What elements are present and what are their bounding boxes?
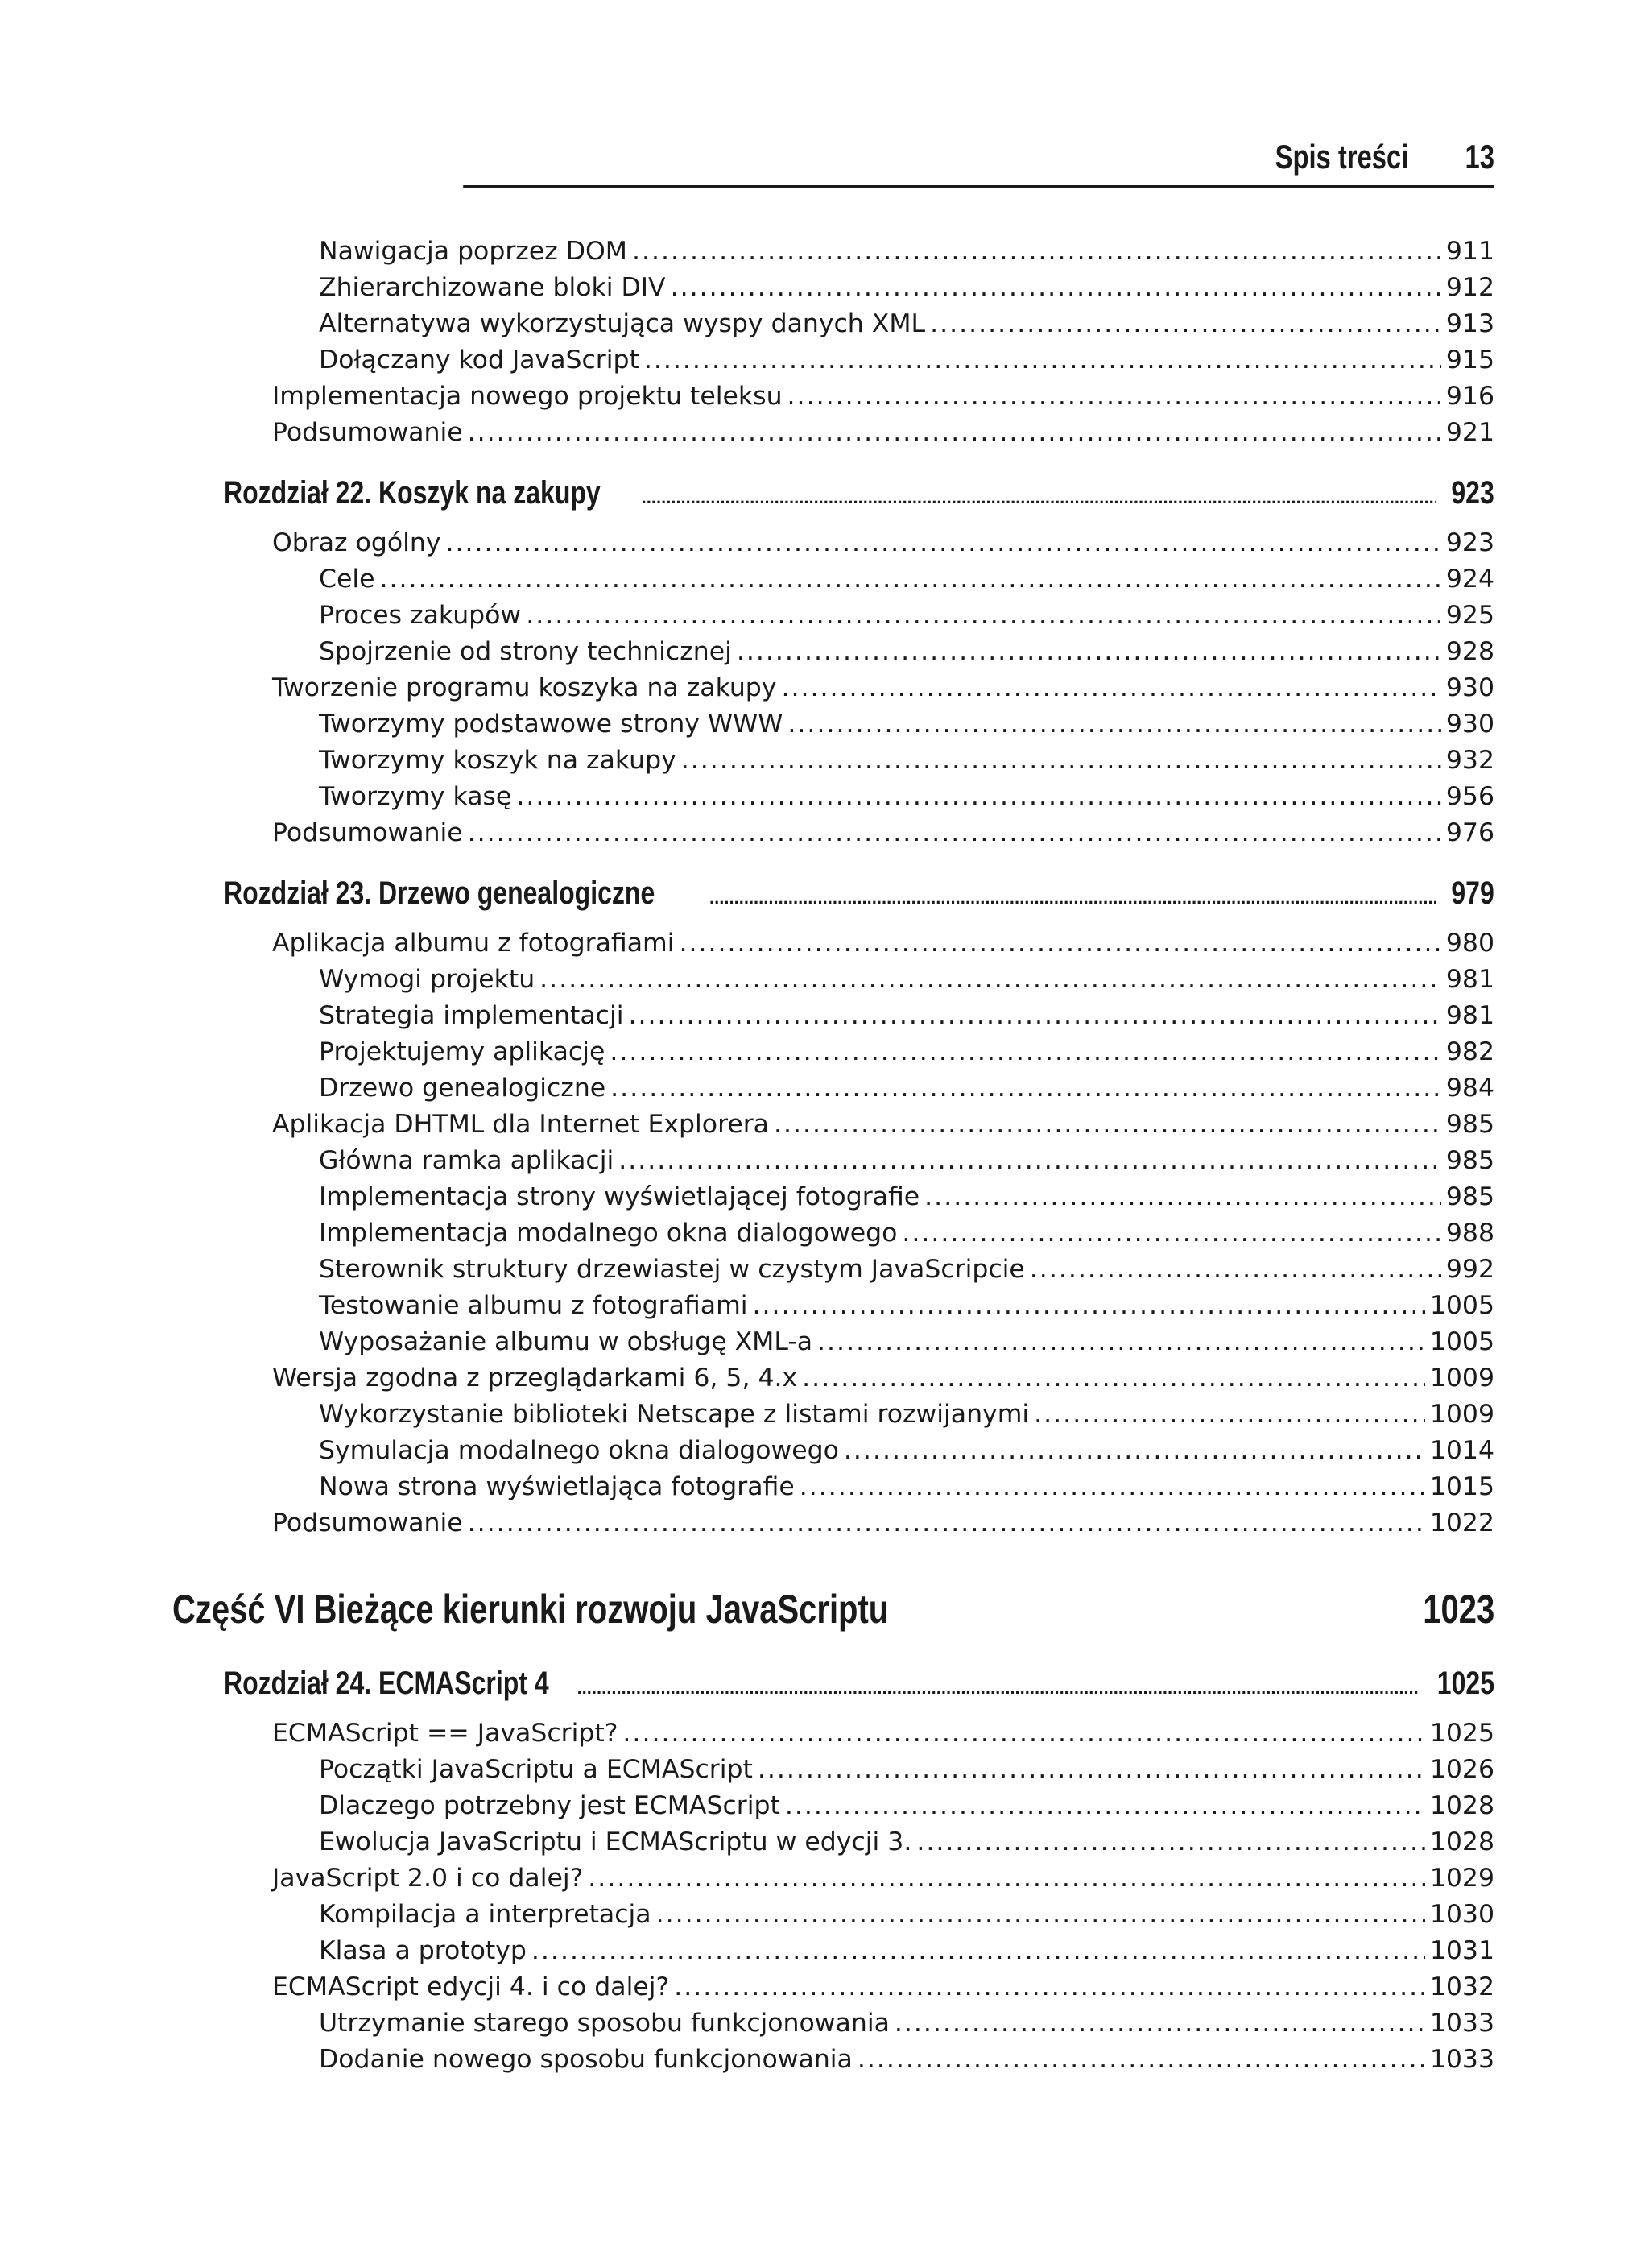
toc-entry-page: 985 (1445, 1146, 1494, 1175)
toc-entry-title: Wykorzystanie biblioteki Netscape z listami rozwijanymi (319, 1400, 1030, 1429)
toc-entry-page: 928 (1445, 637, 1494, 666)
toc-entry (172, 2042, 1494, 2078)
dot-leader (1034, 1397, 1425, 1433)
toc-entry-page: 1032 (1429, 1972, 1494, 2001)
dot-leader (588, 1860, 1425, 1897)
toc-entry-title: Podsumowanie (272, 818, 463, 847)
toc-entry-page: 932 (1445, 746, 1494, 775)
dot-leader (844, 1433, 1425, 1469)
toc-entry (172, 1143, 1494, 1179)
toc-entry (172, 1034, 1494, 1070)
toc-entry (172, 1897, 1494, 1933)
toc-entry-page: 1005 (1429, 1291, 1494, 1320)
toc-entry (172, 1215, 1494, 1252)
toc-entry-title: Nowa strona wyświetlająca fotografie (319, 1472, 795, 1501)
toc-entry (172, 270, 1494, 306)
dot-leader (468, 415, 1441, 451)
toc-entry (172, 1469, 1494, 1505)
toc-entry-title: Tworzymy kasę (319, 782, 512, 811)
dot-leader (679, 925, 1440, 962)
toc-entry-page: 988 (1445, 1219, 1494, 1248)
toc-entry (172, 598, 1494, 634)
dot-leader (1030, 1252, 1441, 1288)
dot-leader (709, 874, 1436, 922)
toc-entry (172, 1397, 1494, 1433)
toc-entry (172, 962, 1494, 998)
toc-entry (172, 925, 1494, 962)
toc-entry (172, 815, 1494, 851)
toc-entry-title: Cele (319, 565, 375, 594)
toc-entry-title: Dlaczego potrzebny jest ECMAScript (319, 1791, 780, 1820)
dot-leader (802, 1360, 1425, 1397)
toc-entry-page: 923 (1445, 528, 1494, 557)
chapter-title: Rozdział 22. Koszyk na zakupy (224, 475, 601, 511)
chapter-heading-23 (172, 869, 1494, 917)
toc-entry (172, 1360, 1494, 1397)
toc-entry-page: 982 (1445, 1037, 1494, 1066)
toc-entry-page: 956 (1445, 782, 1494, 811)
toc-entry-page: 981 (1445, 1001, 1494, 1030)
dot-leader (610, 1070, 1441, 1107)
chapter-page: 1025 (1436, 1666, 1494, 1701)
dot-leader (681, 743, 1441, 779)
toc-entry-title: Implementacja modalnego okna dialogowego (319, 1219, 898, 1248)
dot-leader (916, 1824, 1425, 1860)
toc-entry-title: Klasa a prototyp (319, 1936, 527, 1965)
toc-entry (172, 379, 1494, 415)
toc-entry-page: 925 (1445, 601, 1494, 630)
dot-leader (618, 1143, 1441, 1179)
toc-entry (172, 525, 1494, 561)
toc-entry (172, 706, 1494, 743)
toc-entry-page: 930 (1445, 673, 1494, 702)
toc-entry (172, 1860, 1494, 1897)
dot-leader (817, 1324, 1425, 1360)
toc-entry-title: Symulacja modalnego okna dialogowego (319, 1436, 839, 1465)
toc-entry (172, 1107, 1494, 1143)
chapter-heading-24 (172, 1659, 1494, 1707)
toc-entry-title: Zhierarchizowane bloki DIV (319, 273, 666, 302)
dot-leader (758, 1752, 1425, 1788)
toc-entry (172, 1715, 1494, 1752)
part-heading-6 (172, 1577, 1494, 1641)
toc-entry-page: 1028 (1429, 1791, 1494, 1820)
dot-leader (380, 561, 1441, 598)
toc-entry-title: ECMAScript edycji 4. i co dalej? (272, 1972, 670, 2001)
dot-leader (622, 1715, 1424, 1752)
toc-entry-title: Ewolucja JavaScriptu i ECMAScriptu w edycji 3. (319, 1827, 912, 1856)
toc-entry-title: Dołączany kod JavaScript (319, 346, 639, 375)
toc-entry-page: 976 (1445, 818, 1494, 847)
dot-leader (468, 815, 1441, 851)
toc-entry-page: 930 (1445, 710, 1494, 739)
dot-leader (858, 2042, 1425, 2078)
dot-leader (895, 2005, 1425, 2042)
dot-leader (526, 598, 1441, 634)
toc-entry (172, 1752, 1494, 1788)
toc-entry (172, 634, 1494, 670)
chapter-page: 923 (1451, 475, 1494, 511)
running-header (463, 129, 1494, 188)
dot-leader (516, 779, 1441, 815)
toc-entry-page: 911 (1445, 237, 1494, 266)
dot-leader (774, 1107, 1441, 1143)
toc-entry-page: 1033 (1429, 2045, 1494, 2074)
toc-entry-title: Wersja zgodna z przeglądarkami 6, 5, 4.x (272, 1364, 798, 1393)
chapter-page: 979 (1451, 875, 1494, 911)
toc-entry (172, 1933, 1494, 1969)
toc-entry-page: 1026 (1429, 1755, 1494, 1784)
toc-entry-title: Utrzymanie starego sposobu funkcjonowania (319, 2009, 890, 2038)
toc-entry-title: Obraz ogólny (272, 528, 441, 557)
toc-entry-page: 1028 (1429, 1827, 1494, 1856)
dot-leader (642, 474, 1436, 522)
dot-leader (577, 1664, 1418, 1712)
dot-leader (737, 634, 1441, 670)
toc-entry (172, 2005, 1494, 2042)
dot-leader (930, 306, 1441, 342)
toc-entry (172, 342, 1494, 379)
dot-leader (644, 342, 1441, 379)
toc-entry-page: 1033 (1429, 2009, 1494, 2038)
toc-entry-page: 992 (1445, 1255, 1494, 1284)
dot-leader (671, 270, 1441, 306)
toc-entry (172, 743, 1494, 779)
toc-entry-title: Aplikacja DHTML dla Internet Explorera (272, 1110, 769, 1139)
chapter-heading-22 (172, 469, 1494, 517)
toc-entry (172, 561, 1494, 598)
toc-entry-page: 984 (1445, 1074, 1494, 1103)
dot-leader (446, 525, 1441, 561)
dot-leader (753, 1288, 1425, 1324)
toc-entry-title: Główna ramka aplikacji (319, 1146, 614, 1175)
toc-entry (172, 1969, 1494, 2005)
toc-entry-title: Podsumowanie (272, 1509, 463, 1538)
toc-entry-title: Początki JavaScriptu a ECMAScript (319, 1755, 753, 1784)
dot-leader (787, 379, 1441, 415)
toc-entry-title: JavaScript 2.0 i co dalej? (272, 1864, 584, 1893)
toc-entry (172, 1324, 1494, 1360)
toc-entry (172, 306, 1494, 342)
toc-entry (172, 779, 1494, 815)
toc-entry-title: Tworzymy koszyk na zakupy (319, 746, 676, 775)
toc-entry-title: Wyposażanie albumu w obsługę XML-a (319, 1327, 813, 1356)
toc-entry-title: Kompilacja a interpretacja (319, 1900, 651, 1929)
running-header-title: Spis treści (1275, 138, 1409, 176)
toc-entry-page: 985 (1445, 1182, 1494, 1211)
dot-leader (632, 234, 1441, 270)
toc-entry-page: 980 (1445, 929, 1494, 958)
dot-leader (785, 1788, 1425, 1824)
toc-entry-title: Testowanie albumu z fotografiami (319, 1291, 748, 1320)
toc-entry-title: Drzewo genealogiczne (319, 1074, 606, 1103)
chapter-title: Rozdział 24. ECMAScript 4 (224, 1666, 549, 1701)
toc-entry-page: 1014 (1429, 1436, 1494, 1465)
dot-leader (674, 1969, 1425, 2005)
table-of-contents (172, 234, 1494, 2078)
dot-leader (628, 998, 1440, 1034)
toc-entry-page: 916 (1445, 382, 1494, 411)
toc-entry-title: Implementacja strony wyświetlającej fotografie (319, 1182, 920, 1211)
toc-entry-page: 912 (1445, 273, 1494, 302)
toc-entry (172, 1433, 1494, 1469)
toc-entry-title: Tworzymy podstawowe strony WWW (319, 710, 783, 739)
dot-leader (902, 1215, 1441, 1252)
toc-entry-page: 1015 (1429, 1472, 1494, 1501)
toc-entry-page: 981 (1445, 965, 1494, 994)
toc-entry-page: 1031 (1429, 1936, 1494, 1965)
toc-entry-page: 921 (1445, 418, 1494, 447)
toc-entry-page: 1022 (1429, 1509, 1494, 1538)
toc-entry (172, 1505, 1494, 1542)
toc-entry (172, 998, 1494, 1034)
toc-entry-title: ECMAScript == JavaScript? (272, 1719, 618, 1748)
dot-leader (539, 962, 1441, 998)
toc-entry-title: Dodanie nowego sposobu funkcjonowania (319, 2045, 853, 2074)
toc-entry-title: Strategia implementacji (319, 1001, 624, 1030)
toc-entry-title: Nawigacja poprzez DOM (319, 237, 627, 266)
toc-entry-page: 1025 (1429, 1719, 1494, 1748)
toc-entry-title: Spojrzenie od strony technicznej (319, 637, 732, 666)
toc-entry (172, 1288, 1494, 1324)
toc-entry-title: Tworzenie programu koszyka na zakupy (272, 673, 777, 702)
toc-entry (172, 1788, 1494, 1824)
toc-entry-title: Aplikacja albumu z fotografiami (272, 929, 675, 958)
toc-entry-title: Podsumowanie (272, 418, 463, 447)
dot-leader (656, 1897, 1425, 1933)
toc-entry-page: 1005 (1429, 1327, 1494, 1356)
dot-leader (924, 1179, 1441, 1215)
toc-entry-page: 1029 (1429, 1864, 1494, 1893)
running-header-page-number: 13 (1465, 138, 1494, 176)
dot-leader (610, 1034, 1441, 1070)
toc-entry-page: 1009 (1429, 1400, 1494, 1429)
toc-entry-page: 915 (1445, 346, 1494, 375)
toc-entry (172, 1252, 1494, 1288)
toc-entry-page: 913 (1445, 309, 1494, 338)
toc-entry-page: 1009 (1429, 1364, 1494, 1393)
part-title: Część VI Bieżące kierunki rozwoju JavaScriptu (172, 1587, 889, 1632)
toc-entry-title: Alternatywa wykorzystująca wyspy danych XML (319, 309, 926, 338)
toc-entry (172, 670, 1494, 706)
toc-entry-title: Wymogi projektu (319, 965, 535, 994)
dot-leader (800, 1469, 1425, 1505)
toc-entry (172, 234, 1494, 270)
toc-entry-title: Projektujemy aplikację (319, 1037, 605, 1066)
part-page: 1023 (1423, 1587, 1494, 1632)
dot-leader (787, 706, 1440, 743)
toc-entry (172, 1824, 1494, 1860)
toc-entry-title: Implementacja nowego projektu teleksu (272, 382, 783, 411)
toc-entry-title: Sterownik struktury drzewiastej w czystym JavaScripcie (319, 1255, 1025, 1284)
dot-leader (531, 1933, 1425, 1969)
dot-leader (468, 1505, 1425, 1542)
toc-entry (172, 1179, 1494, 1215)
toc-entry (172, 1070, 1494, 1107)
toc-entry-title: Proces zakupów (319, 601, 522, 630)
toc-entry-page: 924 (1445, 565, 1494, 594)
toc-entry-page: 985 (1445, 1110, 1494, 1139)
dot-leader (781, 670, 1440, 706)
toc-entry (172, 415, 1494, 451)
chapter-title: Rozdział 23. Drzewo genealogiczne (224, 875, 655, 911)
toc-entry-page: 1030 (1429, 1900, 1494, 1929)
